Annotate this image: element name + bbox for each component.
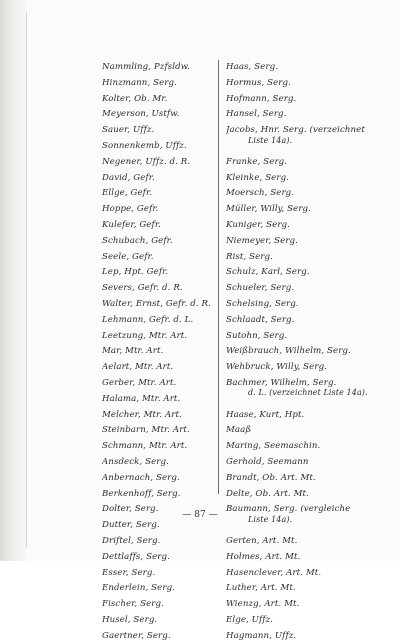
list-item-text: Kleinke, Serg. bbox=[226, 172, 290, 183]
list-item bbox=[226, 455, 376, 471]
list-item-text: Franke, Serg. bbox=[226, 156, 288, 167]
list-item: Melcher, Mtr. Art. bbox=[102, 409, 182, 420]
list-item bbox=[226, 281, 376, 297]
list-item: Kulefer, Gefr. bbox=[102, 219, 161, 230]
list-item: Gaertner, Serg. bbox=[102, 630, 171, 641]
list-item bbox=[226, 92, 376, 108]
list-item-text: Schulz, Karl, Serg. bbox=[226, 267, 310, 278]
list-item: Leetzung, Mtr. Art. bbox=[102, 330, 188, 341]
list-item bbox=[226, 186, 376, 202]
list-item-text: Hofmann, Serg. bbox=[226, 93, 297, 104]
list-item bbox=[226, 581, 376, 597]
list-item-text: Maring, Seemaschin. bbox=[226, 441, 321, 452]
list-item-text: Niemeyer, Serg. bbox=[226, 235, 298, 246]
list-item: Schmann, Mtr. Art. bbox=[102, 441, 188, 452]
list-item: Dettlaffs, Serg. bbox=[102, 551, 170, 562]
list-item-text: Jacobs, Hnr. Serg. (verzeichnet bbox=[226, 125, 365, 136]
list-item-text: Kuniger, Serg. bbox=[226, 219, 290, 230]
list-item bbox=[226, 629, 376, 644]
list-item: Lehmann, Gefr. d. L. bbox=[102, 314, 194, 325]
list-item: Severs, Gefr. d. R. bbox=[102, 283, 183, 294]
list-item-text: Schlaadt, Serg. bbox=[226, 314, 295, 325]
page-edge-line bbox=[26, 12, 27, 547]
list-item: Lep, Hpt. Gefr. bbox=[102, 267, 169, 278]
list-item bbox=[226, 155, 376, 171]
list-item: Mar, Mtr. Art. bbox=[102, 346, 164, 357]
list-item bbox=[226, 202, 376, 218]
list-item: Halama, Mtr. Art. bbox=[102, 393, 181, 404]
list-item bbox=[226, 344, 376, 360]
list-item bbox=[226, 218, 376, 234]
list-item-text: Hagmann, Uffz. bbox=[226, 630, 297, 641]
list-item bbox=[226, 376, 376, 408]
column-divider bbox=[218, 60, 219, 494]
list-item bbox=[226, 471, 376, 487]
list-item: Dutter, Serg. bbox=[102, 520, 160, 531]
list-item bbox=[226, 439, 376, 455]
list-item-text: Delte, Ob. Art. Mt. bbox=[226, 488, 309, 499]
list-item-text: Luther, Art. Mt. bbox=[226, 583, 296, 594]
list-item bbox=[226, 107, 376, 123]
list-item-text: Maaß bbox=[226, 425, 252, 436]
list-item bbox=[226, 423, 376, 439]
list-item bbox=[226, 613, 376, 629]
list-item-text: Weißbrauch, Wilhelm, Serg. bbox=[226, 346, 351, 357]
list-item bbox=[226, 313, 376, 329]
list-item-text: Wienzg, Art. Mt. bbox=[226, 599, 300, 610]
list-item-text: Gerhold, Seemann bbox=[226, 456, 309, 467]
list-item bbox=[226, 329, 376, 345]
list-item bbox=[226, 123, 376, 155]
list-item-text: Bachmer, Wilhelm, Serg. bbox=[226, 377, 337, 388]
list-item-text: Elge, Uffz. bbox=[226, 614, 274, 625]
list-item: Seele, Gefr. bbox=[102, 251, 154, 262]
list-item: Anbernach, Serg. bbox=[102, 472, 180, 483]
list-item: Hinzmann, Serg. bbox=[102, 77, 177, 88]
list-item: Nammling, Pzfsldw. bbox=[102, 62, 190, 72]
list-item: Driftel, Serg. bbox=[102, 535, 161, 546]
list-item: Meyerson, Ustfw. bbox=[102, 109, 180, 120]
list-item bbox=[226, 60, 376, 76]
list-item: Sonnenkemb, Uffz. bbox=[102, 140, 187, 151]
list-item bbox=[226, 597, 376, 613]
page-number: — 87 — bbox=[182, 510, 218, 520]
list-item-text: Müller, Willy, Serg. bbox=[226, 204, 311, 215]
list-item: Fischer, Serg. bbox=[102, 599, 164, 610]
list-item bbox=[226, 360, 376, 376]
book-spine-shadow bbox=[0, 0, 26, 561]
list-item-continuation: Liste 14a). bbox=[248, 135, 293, 145]
list-item-text: Brandt, Ob. Art. Mt. bbox=[226, 472, 316, 483]
list-item bbox=[226, 408, 376, 424]
list-item-text: Haas, Serg. bbox=[226, 62, 279, 72]
list-item: Enderlein, Serg. bbox=[102, 583, 175, 594]
list-item bbox=[226, 534, 376, 550]
list-item-text: Hansel, Serg. bbox=[226, 109, 287, 120]
list-item-text: Moersch, Serg. bbox=[226, 188, 295, 199]
list-item: David, Gefr. bbox=[102, 172, 155, 183]
list-item-text: Wehbruck, Willy, Serg. bbox=[226, 362, 327, 373]
list-item: Walter, Ernst, Gefr. d. R. bbox=[102, 298, 211, 309]
list-item-text: Gerten, Art. Mt. bbox=[226, 535, 298, 546]
list-item: Husel, Serg. bbox=[102, 614, 158, 625]
list-item: Gerber, Mtr. Art. bbox=[102, 377, 177, 388]
list-item: Esser, Serg. bbox=[102, 567, 156, 578]
list-item-text: Schelsing, Serg. bbox=[226, 298, 299, 309]
list-item-continuation: d. L. (verzeichnet Liste 14a). bbox=[248, 388, 368, 398]
list-item-text: Hasenclever, Art. Mt. bbox=[226, 567, 322, 578]
list-item-text: Schueler, Serg. bbox=[226, 283, 295, 294]
list-item: Hoppe, Gefr. bbox=[102, 204, 159, 215]
list-item: Schubach, Gefr. bbox=[102, 235, 173, 246]
list-item-text: Sutohn, Serg. bbox=[226, 330, 288, 341]
list-item bbox=[226, 566, 376, 582]
right-name-column bbox=[226, 60, 376, 644]
list-item bbox=[226, 265, 376, 281]
list-item: Aelart, Mtr. Art. bbox=[102, 362, 174, 373]
list-item bbox=[226, 76, 376, 92]
list-item bbox=[226, 250, 376, 266]
list-item bbox=[226, 297, 376, 313]
list-item-text: Hormus, Serg. bbox=[226, 77, 291, 88]
left-name-column bbox=[102, 60, 214, 644]
list-item bbox=[226, 171, 376, 187]
list-item bbox=[226, 550, 376, 566]
list-item-text: Baumann, Serg. (vergleiche bbox=[226, 504, 351, 515]
list-item: Sauer, Uffz. bbox=[102, 125, 155, 136]
list-item: Berkenhoff, Serg. bbox=[102, 488, 181, 499]
list-item-text: Rist, Serg. bbox=[226, 251, 273, 262]
list-item-text: Haase, Kurt, Hpt. bbox=[226, 409, 305, 420]
list-item-continuation: Liste 14a). bbox=[248, 514, 293, 524]
list-item-text: Holmes, Art. Mt. bbox=[226, 551, 301, 562]
list-item: Kolter, Ob. Mr. bbox=[102, 93, 168, 104]
list-item bbox=[226, 234, 376, 250]
list-item: Ansdeck, Serg. bbox=[102, 456, 169, 467]
list-item: Ellge, Gefr. bbox=[102, 188, 153, 199]
list-item: Negener, Uffz. d. R. bbox=[102, 156, 191, 167]
list-item bbox=[226, 487, 376, 503]
list-item: Steinbarn, Mtr. Art. bbox=[102, 425, 190, 436]
list-item: Dolter, Serg. bbox=[102, 504, 159, 515]
